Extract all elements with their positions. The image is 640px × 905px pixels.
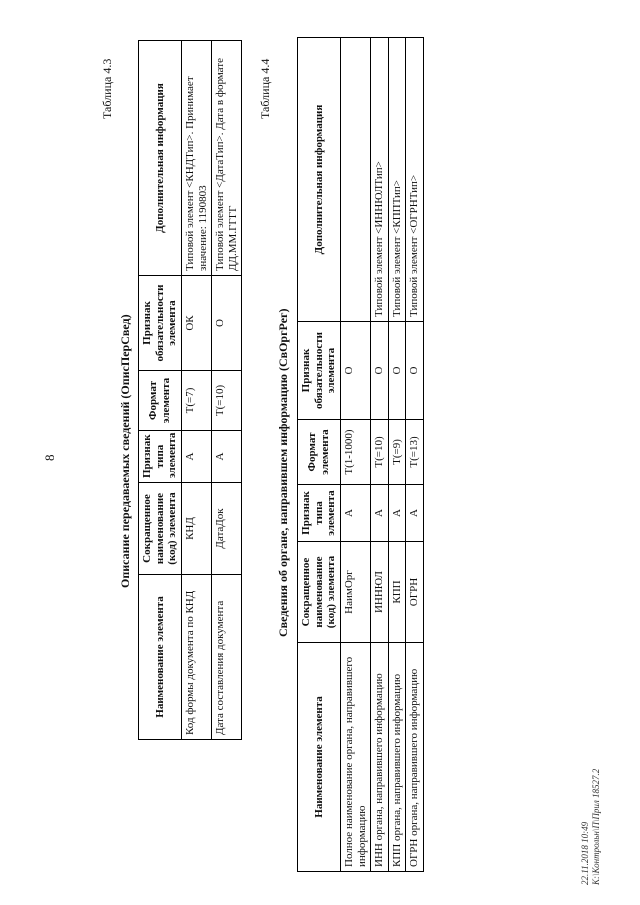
table-4-4 [297,37,424,872]
table-cell: НаимОрг [340,542,370,643]
header-cell: Признак типа элемента [139,431,182,483]
table-cell: ДатаДок [212,483,242,575]
table-row [181,41,211,740]
table-cell: А [340,485,370,542]
table-cell: О [388,322,406,420]
header-cell: Наименование элемента [139,575,182,740]
table-cell: КПП органа, направившего информацию [388,643,406,872]
table-cell: ИНН органа, направившего информацию [371,643,389,872]
table-cell: T(=10) [371,420,389,485]
table-row [388,38,406,872]
table-cell: Типовой элемент <ОГРНТип> [406,38,424,322]
header-cell: Дополнительная информация [139,41,182,276]
table-cell: T(=7) [181,371,211,431]
print-stamp [580,769,603,885]
table-cell: КНД [181,483,211,575]
table-cell: Типовой элемент <ИННЮЛТип> [371,38,389,322]
table-cell: КПП [388,542,406,643]
table-cell: Типовой элемент <ДатаТип>. Дата в формате ДД.ММ.ГГГГ [212,41,242,276]
table-cell: ОК [181,276,211,371]
table-cell: ОГРН [406,542,424,643]
page-number: 8 [42,454,57,461]
table-cell: А [371,485,389,542]
header-cell: Сокращенное наименование (код) элемента [298,542,341,643]
table-cell: О [406,322,424,420]
header-cell: Формат элемента [298,420,341,485]
table-cell: Типовой элемент <КНДТип>. Принимает значение: 1190803 [181,41,211,276]
header-cell: Сокращенное наименование (код) элемента [139,483,182,575]
header-cell: Признак обязательности элемента [139,276,182,371]
table-cell: ИННЮЛ [371,542,389,643]
header-cell: Признак типа элемента [298,485,341,542]
table-row [406,38,424,872]
print-stamp-path: К:\Контрольн\П\Прил 18527.2 [591,768,602,885]
table-cell: T(1-1000) [340,420,370,485]
table-cell: Полное наименование органа, направившего информацию [340,643,370,872]
table-4-4-label: Таблица 4.4 [258,58,272,119]
table-cell [340,38,370,322]
print-stamp-date: 22.11.2018 10:49 [580,821,590,885]
table-4-3-label: Таблица 4.3 [100,58,114,119]
table-cell: А [212,431,242,483]
table-4-3 [138,40,242,740]
table-cell: А [181,431,211,483]
table-cell: Типовой элемент <КППТип> [388,38,406,322]
table-row [212,41,242,740]
table-cell: А [406,485,424,542]
table-cell: ОГРН органа, направившего информацию [406,643,424,872]
table-cell: T(=10) [212,371,242,431]
table-4-4-title: Сведения об органе, направившем информацию (СвОргРег) [276,308,290,637]
table-cell: Дата составления документа [212,575,242,740]
table-cell: О [212,276,242,371]
table-cell: T(=9) [388,420,406,485]
header-cell: Формат элемента [139,371,182,431]
table-cell: T(=13) [406,420,424,485]
header-cell: Признак обязательности элемента [298,322,341,420]
table-row [340,38,370,872]
table-cell: А [388,485,406,542]
header-cell: Дополнительная информация [298,38,341,322]
table-4-3-title: Описание передаваемых сведений (ОписПерСвед) [118,314,132,588]
header-cell: Наименование элемента [298,643,341,872]
table-header-row [298,38,341,872]
table-header-row [139,41,182,740]
table-cell: Код формы документа по КНД [181,575,211,740]
table-cell: О [371,322,389,420]
table-cell: О [340,322,370,420]
table-row [371,38,389,872]
